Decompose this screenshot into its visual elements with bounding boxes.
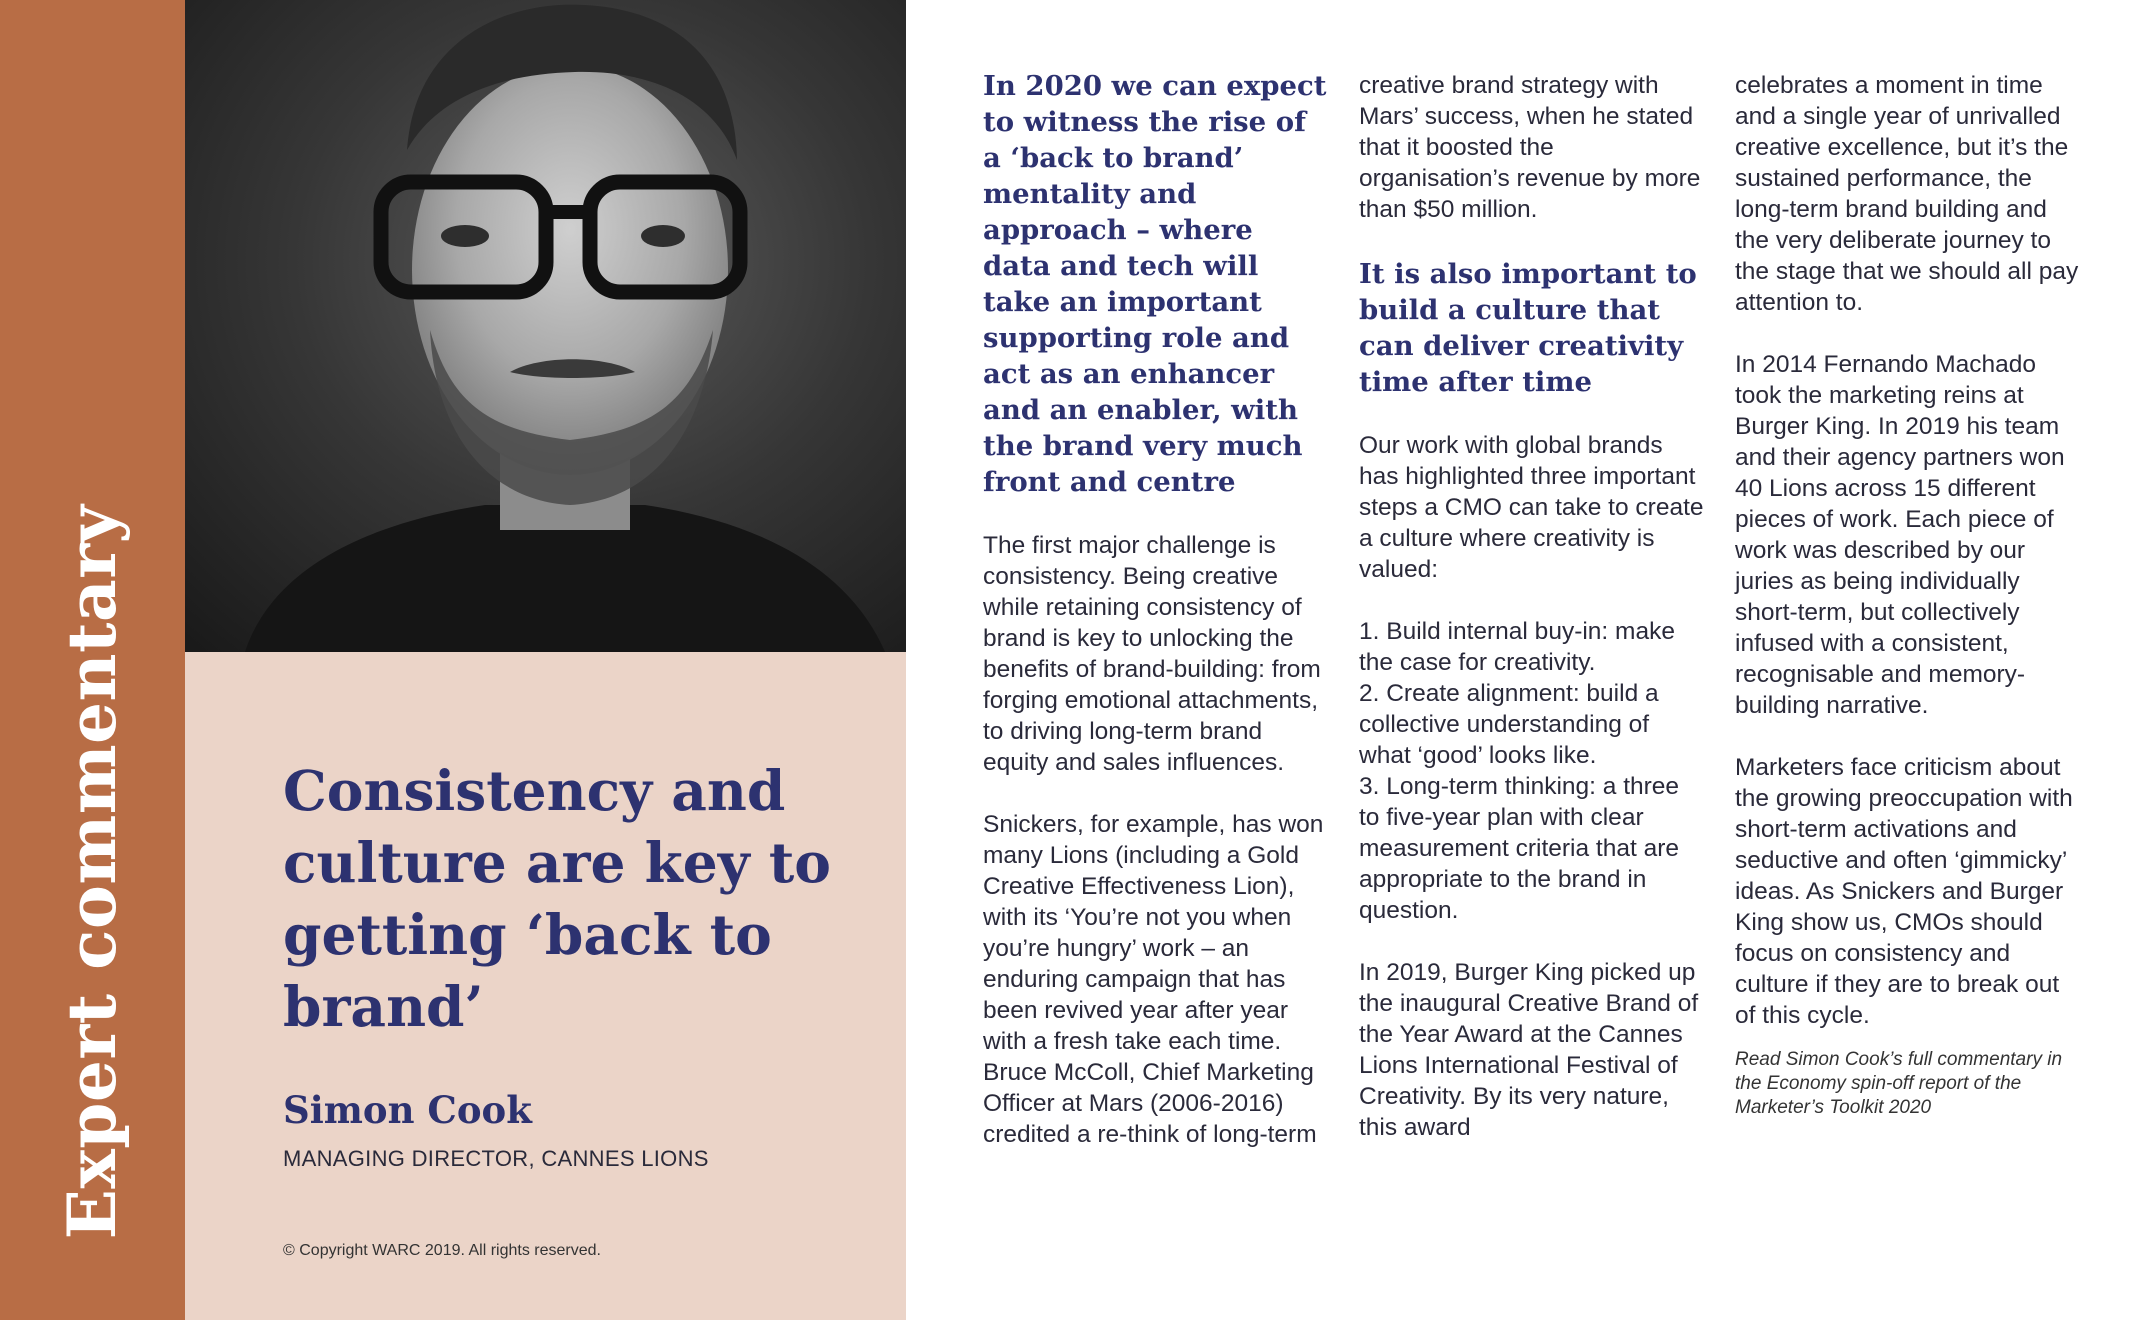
copyright-notice: © Copyright WARC 2019. All rights reserved.: [283, 1242, 601, 1259]
section-label: Expert commentary: [53, 504, 131, 1240]
pull-quote: In 2020 we can expect to witness the rise of a ‘back to brand’ mentality and approach – where data and tech will take an important supporting role and act as an enhancer and an enabler, with the brand very much front and centre: [983, 70, 1327, 498]
body-paragraph: celebrates a moment in time and a single year of unrivalled creative excellence, but it’s the sustained performance, the long-term brand building and the very deliberate journey to the stage that we should all pay attention to.: [1735, 72, 2079, 316]
body-paragraph: creative brand strategy with Mars’ success, when he stated that it boosted the organisation’s revenue by more than $50 million.: [1359, 72, 1701, 223]
steps-list: [1359, 616, 1704, 926]
side-band: [0, 0, 185, 1320]
author-role: MANAGING DIRECTOR, CANNES LIONS: [283, 1146, 709, 1171]
list-item: 3. Long-term thinking: a three to five-year plan with clear measurement criteria that are appropriate to the brand in question.: [1359, 773, 1680, 924]
body-paragraph: In 2014 Fernando Machado took the marketing reins at Burger King. In 2019 his team and their agency partners won 40 Lions across 15 different pieces of work. Each piece of work was described by our juries as being individually short-term, but collectively infused with a consistent, recognisable and memory-building narrative.: [1735, 351, 2065, 719]
body-paragraph: The first major challenge is consistency. Being creative while retaining consistency of brand is key to unlocking the benefits of brand-building: from forging emotional attachments, to driving long-term brand equity and sales influences.: [983, 532, 1321, 776]
list-item: 1. Build internal buy-in: make the case for creativity.: [1359, 618, 1675, 676]
portrait-illustration: [185, 0, 906, 652]
article-column-2: [1359, 70, 1704, 1174]
article-column-1: [983, 70, 1328, 1181]
pull-quote: It is also important to build a culture that can deliver creativity time after time: [1359, 258, 1697, 398]
article-column-3: [1735, 70, 2080, 1120]
body-paragraph: Snickers, for example, has won many Lions (including a Gold Creative Effectiveness Lion), with its ‘You’re not you when you’re hungry’ work – an enduring campaign that has been revived year after year with a fresh take each time. Bruce McColl, Chief Marketing Officer at Mars (2006-2016) credited a re-think of long-term: [983, 811, 1324, 1148]
author-photo: [185, 0, 906, 652]
source-credit: Read Simon Cook’s full commentary in the Economy spin-off report of the Marketer’s Toolkit 2020: [1735, 1049, 2063, 1118]
body-paragraph: Marketers face criticism about the growing preoccupation with short-term activations and seductive and often ‘gimmicky’ ideas. As Snickers and Burger King show us, CMOs should focus on consistency and culture if they are to break out of this cycle.: [1735, 754, 2073, 1029]
body-paragraph: Our work with global brands has highlighted three important steps a CMO can take to create a culture where creativity is valued:: [1359, 432, 1704, 583]
list-item: 2. Create alignment: build a collective understanding of what ‘good’ looks like.: [1359, 680, 1659, 769]
author-name: Simon Cook: [283, 1088, 532, 1132]
body-paragraph: In 2019, Burger King picked up the inaugural Creative Brand of the Year Award at the Cannes Lions International Festival of Creativity. By its very nature, this award: [1359, 959, 1699, 1141]
article-headline: Consistency and culture are key to getting ‘back to brand’: [283, 758, 831, 1039]
